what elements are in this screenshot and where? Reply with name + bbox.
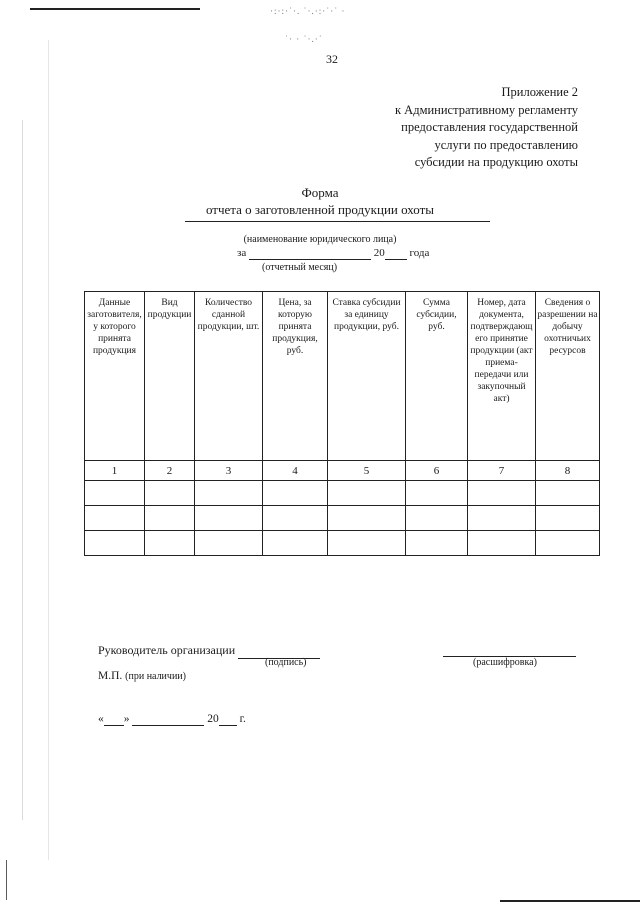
table-header-row	[85, 292, 600, 461]
table-cell	[195, 506, 263, 531]
table-cell	[406, 531, 468, 556]
date-year-blank	[219, 713, 237, 726]
table-cell	[145, 481, 195, 506]
scan-artifact: ·:·:·˙·. ˙·.·:·˙·˙ ·	[270, 6, 346, 16]
column-number-row	[85, 461, 600, 481]
decoding-blank	[443, 643, 576, 657]
column-header: Вид продукции	[145, 292, 195, 461]
table-cell	[263, 531, 328, 556]
period-line	[237, 247, 429, 260]
table-cell	[195, 481, 263, 506]
head-label: Руководитель организации	[98, 643, 236, 657]
year-suffix: года	[409, 247, 430, 259]
table-cell	[468, 531, 536, 556]
form-title: Форма	[301, 185, 339, 200]
appendix-block	[340, 84, 578, 172]
column-number: 8	[536, 461, 600, 481]
table-cell	[145, 531, 195, 556]
scan-edge-line-bottom	[500, 900, 640, 902]
table-cell	[263, 481, 328, 506]
column-number: 6	[406, 461, 468, 481]
stamp-line	[98, 670, 186, 682]
month-date-blank	[132, 713, 204, 726]
table-cell	[536, 531, 600, 556]
legal-entity-caption: (наименование юридического лица)	[243, 234, 397, 245]
column-number: 2	[145, 461, 195, 481]
column-header: Номер, дата документа, подтверждающего принятие продукции (акт приема-передачи или закупочный акт)	[468, 292, 536, 461]
report-table	[84, 291, 600, 556]
table-cell	[406, 481, 468, 506]
legal-entity-line	[185, 221, 490, 222]
column-number: 7	[468, 461, 536, 481]
decoding-caption: (расшифровка)	[473, 657, 537, 668]
signature-caption: (подпись)	[265, 657, 307, 668]
appendix-line: Приложение 2	[501, 85, 578, 99]
scan-artifact: ˙· · ˙·.·˙	[285, 34, 323, 44]
scan-artifact	[48, 40, 49, 860]
appendix-line: субсидии на продукцию охоты	[414, 155, 578, 169]
column-header: Количество сданной продукции, шт.	[195, 292, 263, 461]
scan-edge-line-top	[30, 8, 200, 10]
column-number: 1	[85, 461, 145, 481]
date-year-prefix: 20	[207, 713, 219, 725]
table-cell	[195, 531, 263, 556]
table-cell	[328, 506, 406, 531]
table-cell	[406, 506, 468, 531]
scan-artifact	[22, 120, 23, 820]
appendix-line: предоставления государственной	[401, 120, 578, 134]
column-number: 5	[328, 461, 406, 481]
column-header: Данные заготовителя, у которого принята продукция	[85, 292, 145, 461]
table-cell	[328, 481, 406, 506]
table-cell	[85, 531, 145, 556]
table-row	[85, 481, 600, 506]
table-row	[85, 531, 600, 556]
table-cell	[468, 481, 536, 506]
table-cell	[468, 506, 536, 531]
table-cell	[536, 481, 600, 506]
column-header: Цена, за которую принята продукция, руб.	[263, 292, 328, 461]
date-line	[98, 713, 246, 726]
table-cell	[263, 506, 328, 531]
table-cell	[145, 506, 195, 531]
year-blank	[385, 247, 407, 260]
appendix-line: услуги по предоставлению	[434, 137, 578, 152]
table-cell	[85, 481, 145, 506]
date-open-quote: «	[98, 713, 104, 725]
scan-artifact	[6, 860, 7, 900]
month-blank	[249, 247, 371, 260]
date-close-quote: »	[123, 713, 130, 725]
column-number: 4	[263, 461, 328, 481]
table-row	[85, 506, 600, 531]
year-prefix: 20	[373, 247, 385, 259]
stamp-note: (при наличии)	[125, 671, 186, 682]
table-cell	[328, 531, 406, 556]
column-number: 3	[195, 461, 263, 481]
period-prefix: за	[237, 247, 247, 259]
form-subtitle: отчета о заготовленной продукции охоты	[205, 202, 435, 217]
column-header: Сведения о разрешении на добычу охотничьих ресурсов	[536, 292, 600, 461]
page-number: 32	[326, 52, 338, 66]
column-header: Ставка субсидии за единицу продукции, руб.	[328, 292, 406, 461]
table-cell	[85, 506, 145, 531]
table-cell	[536, 506, 600, 531]
day-blank	[104, 713, 124, 726]
column-header: Сумма субсидии, руб.	[406, 292, 468, 461]
appendix-line: к Административному регламенту	[394, 102, 578, 117]
month-caption: (отчетный месяц)	[262, 262, 338, 273]
stamp-label: М.П.	[98, 670, 123, 682]
date-suffix: г.	[239, 713, 246, 725]
